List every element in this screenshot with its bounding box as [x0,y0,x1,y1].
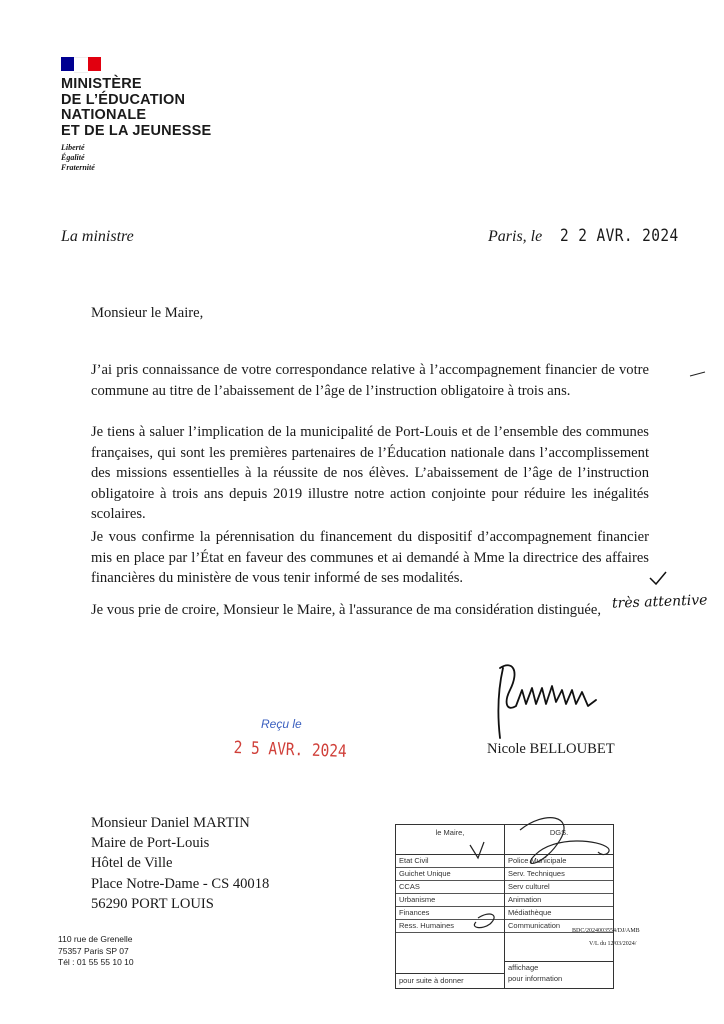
routing-row: Animation [505,894,613,907]
address-line: Hôtel de Ville [91,855,173,872]
routing-header-dgs: DGS. [505,825,613,855]
received-stamp-label: Reçu le [261,717,302,731]
routing-header-mayor: le Maire, [396,825,504,855]
routing-row: Urbanisme [396,894,504,907]
check-mark [650,572,666,584]
letter-paragraph: J’ai pris connaissance de votre correspondance relative à l’accompagnement financier de votre commune au titre de l’abaissement de l’âge de l’instruction obligatoire à trois ans. [91,362,649,399]
routing-row: Etat Civil [396,855,504,868]
routing-row: Guichet Unique [396,868,504,881]
grid-scribble [470,818,609,928]
letter-place: Paris, le [488,228,543,245]
routing-row: Médiathèque [505,907,613,920]
motto-line: Liberté [61,143,85,152]
footer-line: 75357 Paris SP 07 [58,945,129,956]
routing-bottom-left: pour suite à donner [396,973,504,988]
routing-row: Serv. Techniques [505,868,613,881]
routing-bottom-line: pour information [508,974,563,983]
ministry-line: NATIONALE [61,107,147,123]
sender-title: La ministre [61,228,134,245]
footer-line: Tél : 01 55 55 10 10 [58,957,134,967]
signature-scrawl [498,665,596,738]
signatory-name: Nicole BELLOUBET [487,741,615,757]
reference-number: BDC/2024003554/DJ/AMB [572,928,640,934]
address-line: Maire de Port-Louis [91,835,210,852]
margin-tick [690,372,705,376]
letter-paragraph: Je tiens à saluer l’implication de la municipalité de Port-Louis et de l’ensemble des communes françaises, qui sont les premières partenaires de l’Éducation nationale dans l’accomplissement des missions essentielles à la réussite de nos élèves. L’abaissement de l’âge de l’instruction obligatoire à trois ans depuis 2019 illustre notre action conjointe pour réduire les inégalités scolaires. [91,424,649,523]
routing-row: Communication [505,920,613,933]
footer-line: 110 rue de Grenelle [58,934,133,944]
motto-line: Fraternité [61,163,95,172]
routing-row: Serv culturel [505,881,613,894]
routing-row: Ress. Humaines [396,920,504,933]
received-stamp-date: 2 5 AVR. 2024 [233,738,348,762]
routing-row: CCAS [396,881,504,894]
letter-paragraph: Je vous confirme la pérennisation du financement du dispositif d’accompagnement financier mis en place par l’État en faveur des communes et ai demandé à Mme la directrice des affaires financières du ministère de vous tenir informé de ses modalités. [91,529,649,587]
address-line: Place Notre-Dame - CS 40018 [91,875,270,892]
routing-row: Finances [396,907,504,920]
date-stamp: 2 2 AVR. 2024 [560,226,679,246]
ministry-line: DE L’ÉDUCATION [61,91,186,108]
salutation: Monsieur le Maire, [91,305,204,321]
address-line: 56290 PORT LOUIS [91,895,214,912]
handwritten-note: très attentive [611,592,708,612]
ministry-line: ET DE LA JEUNESSE [61,122,212,139]
ministry-line: MINISTÈRE [61,76,142,92]
closing-formula: Je vous prie de croire, Monsieur le Maire, à l'assurance de ma considération distinguée, [91,602,601,618]
routing-bottom-line: affichage [508,963,539,972]
routing-row: Police Municipale [505,855,613,868]
motto-line: Égalité [61,153,85,162]
reference-date: V/L du 12/03/2024/ [589,941,637,947]
address-line: Monsieur Daniel MARTIN [91,815,250,831]
